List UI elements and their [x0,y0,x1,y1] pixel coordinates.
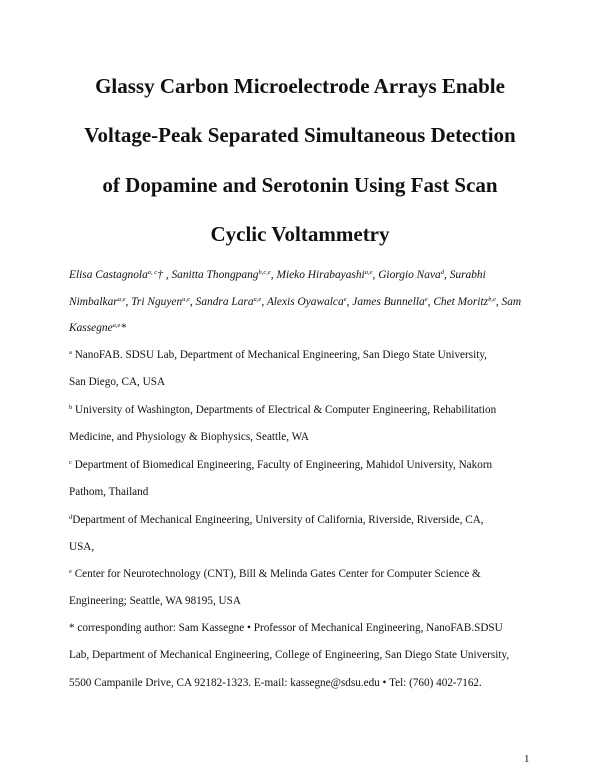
affiliation-d-line-2: USA, [69,541,95,553]
affiliation-b-line-2: Medicine, and Physiology & Biophysics, Seattle, WA [69,431,309,443]
affiliation-b-line-1 [69,403,496,417]
affiliation-a-line-2: San Diego, CA, USA [69,376,166,388]
author-affiliation: e [343,295,347,303]
affiliation-a-line-1 [69,348,487,362]
author-separator: , [372,269,379,281]
affiliation-mark: c [69,459,72,466]
author-separator: , [125,295,132,308]
author-separator: † , [157,269,172,281]
author-affiliation: a,e [253,295,262,303]
affiliation-e-line-1 [69,567,481,581]
author-name: Surabhi Nimbalkar [69,269,486,308]
author-list [69,262,539,342]
author-affiliation: d [440,269,444,276]
affiliation-text: Department of Mechanical Engineering, University of California, Riverside, Riverside, CA, [72,514,484,526]
affiliation-text: Department of Biomedical Engineering, Faculty of Engineering, Mahidol University, Nakorn [71,459,493,471]
author-affiliation: a,e [182,295,190,303]
author-name: James Bunnella [352,295,425,308]
author-separator: , [261,295,267,308]
author-name: Sam Kassegne [69,295,522,335]
affiliation-d-line-1 [69,513,484,527]
author-name: Tri Nguyen [131,295,183,308]
author-affiliation: a,e [112,322,121,330]
author-name: Giorgio Nava [378,269,441,281]
author-affiliation: a,e [117,295,126,303]
author-separator: , [346,295,353,308]
affiliation-c-line-1 [69,458,492,472]
affiliation-mark: d [69,514,73,521]
title-line-2: Voltage-Peak Separated Simultaneous Detection [84,123,516,147]
title-line-3: of Dopamine and Serotonin Using Fast Scan [102,173,498,197]
corresponding-author-line-2: Lab, Department of Mechanical Engineering, College of Engineering, San Diego State University, [69,649,510,661]
affiliation-text: Center for Neurotechnology (CNT), Bill & Melinda Gates Center for Computer Science & [71,568,481,580]
author-affiliation: e [424,295,428,303]
corresponding-author-line-1: * corresponding author: Sam Kassegne • Professor of Mechanical Engineering, NanoFAB.SDSU [69,622,503,634]
author-name: Sanitta Thongpang [171,269,259,281]
author-name: Alexis Oyawalca [266,295,344,308]
author-name: Elisa Castagnola [69,269,148,281]
author-separator: * [120,322,127,335]
author-separator: , [427,295,434,308]
affiliation-e-line-2: Engineering; Seattle, WA 98195, USA [69,595,241,607]
affiliation-mark: b [69,404,73,411]
corresponding-author-line-3: 5500 Campanile Drive, CA 92182-1323. E-mail: kassegne@sdsu.edu • Tel: (760) 402-7162. [69,677,482,689]
author-affiliation: b,e [488,295,496,303]
page-number: 1 [524,753,530,765]
author-name: Mieko Hirabayashi [276,269,365,281]
author-name: Chet Moritz [433,295,489,308]
affiliation-c-line-2: Pathom, Thailand [69,486,149,498]
affiliation-text: NanoFAB. SDSU Lab, Department of Mechanical Engineering, San Diego State University, [71,349,487,361]
author-separator: , [270,269,277,281]
author-affiliation: b,c,e [258,269,271,276]
author-affiliation: a,e [364,269,373,276]
author-separator: , [189,295,196,308]
affiliation-mark: a [69,349,72,356]
title-line-1: Glassy Carbon Microelectrode Arrays Enable [95,74,505,98]
author-affiliation: a, c [147,269,158,276]
author-separator: , [495,295,502,308]
author-name: Sandra Lara [195,295,254,308]
affiliation-mark: e [69,568,72,575]
title-line-4: Cyclic Voltammetry [210,222,390,246]
author-separator: , [443,269,450,281]
affiliation-text: University of Washington, Departments of Electrical & Computer Engineering, Rehabilitation [72,404,497,416]
